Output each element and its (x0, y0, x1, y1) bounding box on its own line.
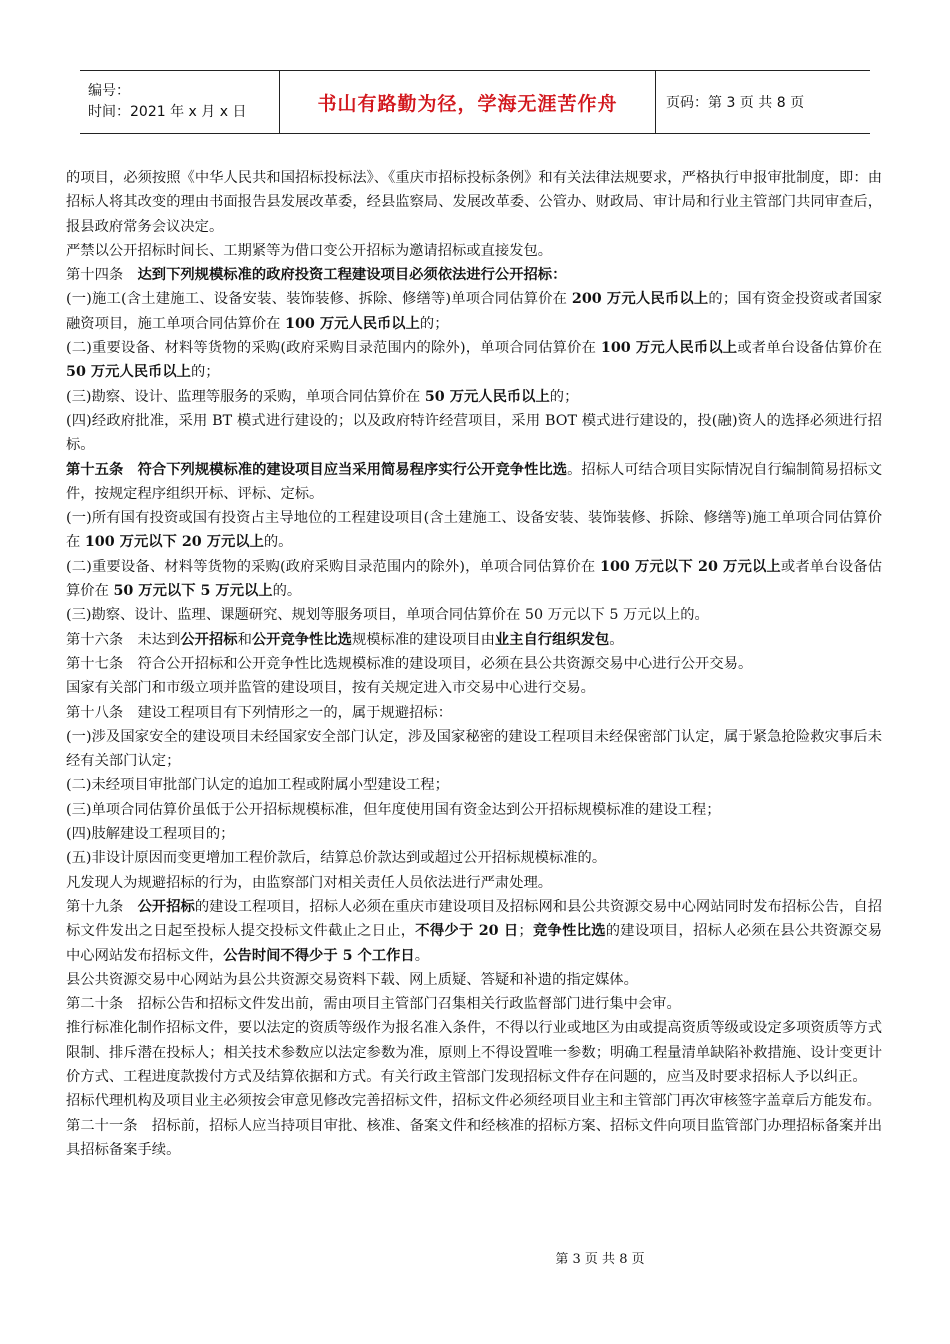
text-run: (三)勘察、设计、监理等服务的采购，单项合同估算价在 (66, 388, 425, 405)
header-motto-cell (280, 71, 656, 133)
bold-text-run: 第十五条 符合下列规模标准的建设项目应当采用简易程序实行公开竞争性比选 (66, 461, 568, 478)
text-run: 严禁以公开招标时间长、工期紧等为借口变公开招标为邀请招标或直接发包。 (66, 242, 553, 259)
text-run: 第十八条 建设工程项目有下列情形之一的，属于规避招标： (66, 704, 453, 721)
text-run: 招标代理机构及项目业主必须按会审意见修改完善招标文件，招标文件必须经项目业主和主管部门再次审核签字盖章后方能发布。 (66, 1093, 881, 1110)
text-run: (四)肢解建设工程项目的； (66, 826, 235, 843)
text-run: 第二十条 招标公告和招标文件发出前，需由项目主管部门召集相关行政监督部门进行集中会审。 (66, 996, 681, 1013)
body-paragraph (66, 409, 882, 458)
text-run: (一)涉及国家安全的建设项目未经国家安全部门认定，涉及国家秘密的建设工程项目未经保密部门认定，属于紧急抢险救灾事后未经有关部门认定； (66, 728, 882, 770)
bold-text-run: 公开竞争性比选 (251, 631, 352, 648)
text-run: 的；国有资金投资或者国家融资项目，施工单项合同估算价在 (66, 291, 883, 332)
text-run: (三)勘察、设计、监理、课题研究、规划等服务项目，单项合同估算价在 50 万元以下 5 万元以上的。 (66, 607, 709, 624)
body-paragraph (66, 1114, 882, 1163)
body-paragraph (66, 287, 882, 336)
body-paragraph (66, 336, 882, 385)
text-run: 推行标准化制作招标文件，要以法定的资质等级作为报名准入条件，不得以行业或地区为由或提高资质等级或设定多项资质等方式限制、排斥潜在投标人；相关技术参数应以法定参数为准，原则上不得设置唯一参数；明确工程量清单缺陷补救措施、设计变更计价方式、工程进度款拨付方式及结算依据和方式。有关行政主管部门发现招标文件存在问题的，应当及时要求招标人予以纠正。 (66, 1020, 882, 1085)
body-paragraph (66, 992, 882, 1016)
bold-text-run: 不得少于 20 日 (415, 923, 519, 940)
body-paragraph (66, 166, 882, 239)
text-run: 的。 (272, 583, 302, 600)
bold-text-run: 达到下列规模标准的政府投资工程建设项目必须依法进行公开招标： (137, 267, 567, 284)
text-run: (二)重要设备、材料等货物的采购(政府采购目录范围内的除外)，单项合同估算价在 (66, 340, 601, 357)
bold-text-run: 公开招标 (137, 898, 195, 915)
text-run: 。 (414, 947, 430, 964)
document-number-label: 编号： (88, 83, 130, 99)
bold-text-run: 竞争性比选 (532, 923, 606, 940)
text-run: (二)重要设备、材料等货物的采购(政府采购目录范围内的除外)，单项合同估算价在 (66, 558, 600, 575)
text-run: 和 (237, 631, 252, 648)
bold-text-run: 业主自行组织发包 (494, 631, 610, 648)
text-run: (五)非设计原因而变更增加工程价款后，结算总价款达到或超过公开招标规模标准的。 (66, 850, 607, 867)
bold-text-run: 100 万元人民币以上 (285, 315, 420, 332)
bold-text-run: 50 万元以下 5 万元以上 (113, 583, 273, 600)
body-paragraph (66, 458, 882, 507)
body-paragraph (66, 506, 882, 555)
body-paragraph (66, 968, 882, 992)
document-date-label: 时间：2021 年 x 月 x 日 (88, 104, 247, 120)
text-run: 的； (419, 315, 449, 332)
body-paragraph (66, 822, 882, 846)
body-paragraph (66, 555, 882, 604)
text-run: 。招标人可结合项目实际情况自行编制简易招标文件，按规定程序组织开标、评标、定标。 (66, 461, 882, 502)
body-paragraph (66, 701, 882, 725)
text-run: 第二十一条 招标前，招标人应当持项目审批、核准、备案文件和经核准的招标方案、招标文件向项目监管部门办理招标备案并出具招标备案手续。 (66, 1117, 882, 1158)
text-run: (二)未经项目审批部门认定的追加工程或附属小型建设工程； (66, 777, 449, 794)
bold-text-run: 100 万元人民币以上 (600, 340, 738, 357)
bold-text-run: 200 万元人民币以上 (571, 291, 709, 308)
bold-text-run: 100 万元以下 20 万元以上 (84, 534, 264, 551)
text-run: 的； (549, 388, 579, 405)
header-motto: 书山有路勤为径，学海无涯苦作舟 (317, 92, 618, 115)
text-run: 或者单台设备估算价在 (737, 340, 882, 357)
text-run: 第十四条 (66, 267, 138, 284)
text-run: (四)经政府批准，采用 BT 模式进行建设的；以及政府特许经营项目，采用 BOT 模式进行建设的，投(融)资人的选择必须进行招标。 (66, 412, 882, 454)
body-paragraph (66, 1016, 882, 1089)
text-run: 。 (609, 631, 624, 648)
header-info (80, 71, 280, 133)
bold-text-run: 公告时间不得少于 5 个工作日 (223, 947, 415, 964)
text-run: (一)所有国有投资或国有投资占主导地位的工程建设项目(含土建施工、设备安装、装饰装修、拆除、修缮等)施工单项合同估算价在 (66, 510, 882, 551)
header-page-cell (656, 71, 870, 133)
body-paragraph (66, 895, 882, 968)
footer-page-number: 第 3 页 共 8 页 (555, 1252, 645, 1267)
text-run: 凡发现人为规避招标的行为，由监察部门对相关责任人员依法进行严肃处理。 (66, 874, 553, 891)
body-paragraph (66, 846, 882, 870)
body-paragraph (66, 1089, 882, 1113)
body-paragraph (66, 871, 882, 895)
text-run: ； (518, 923, 533, 940)
text-run: 或者单台设备估算价在 (66, 558, 882, 600)
text-run: (三)单项合同估算价虽低于公开招标规模标准，但年度使用国有资金达到公开招标规模标准的建设工程； (66, 801, 721, 818)
body-paragraph (66, 652, 882, 676)
text-run: (一)施工(含土建施工、设备安装、装饰装修、拆除、修缮等)单项合同估算价在 (66, 291, 572, 308)
bold-text-run: 100 万元以下 20 万元以上 (600, 558, 781, 575)
text-run: 的。 (263, 534, 293, 551)
text-run: 国家有关部门和市级立项并监管的建设项目，按有关规定进入市交易中心进行交易。 (66, 680, 595, 697)
document-body (66, 166, 882, 1162)
text-run: 第十九条 (66, 898, 138, 915)
text-run: 规模标准的建设项目由 (351, 631, 495, 648)
body-paragraph (66, 603, 882, 627)
page-header (80, 70, 870, 134)
body-paragraph (66, 798, 882, 822)
body-paragraph (66, 725, 882, 774)
text-run: 的项目，必须按照《中华人民共和国招标投标法》、《重庆市招标投标条例》和有关法律法规要求，严格执行申报审批制度，即：由招标人将其改变的理由书面报告县发展改革委，经县监察局、发展改革委、公管办、财政局、审计局和行业主管部门共同审查后，报县政府常务会议决定。 (66, 170, 882, 235)
bold-text-run: 公开招标 (180, 631, 238, 648)
header-page-number: 页码：第 3 页 共 8 页 (666, 95, 805, 111)
bold-text-run: 50 万元人民币以上 (424, 388, 550, 405)
body-paragraph (66, 676, 882, 700)
page-footer (0, 1248, 950, 1267)
text-run: 第十七条 符合公开招标和公开竞争性比选规模标准的建设项目，必须在县公共资源交易中心进行公开交易。 (66, 655, 753, 672)
body-paragraph (66, 773, 882, 797)
body-paragraph (66, 385, 882, 409)
text-run: 的建设工程项目，招标人必须在重庆市建设项目及招标网和县公共资源交易中心网站同时发布招标公告，自招标文件发出之日起至投标人提交投标文件截止之日止， (66, 898, 883, 940)
text-run: 的； (190, 364, 220, 381)
text-run: 第十六条 未达到 (66, 631, 181, 648)
body-paragraph (66, 239, 882, 263)
body-paragraph (66, 263, 882, 287)
bold-text-run: 50 万元人民币以上 (66, 364, 191, 381)
text-run: 县公共资源交易中心网站为县公共资源交易资料下载、网上质疑、答疑和补遗的指定媒体。 (66, 971, 638, 988)
body-paragraph (66, 628, 882, 652)
text-run: 的建设项目，招标人必须在县公共资源交易中心网站发布招标文件， (66, 923, 883, 964)
